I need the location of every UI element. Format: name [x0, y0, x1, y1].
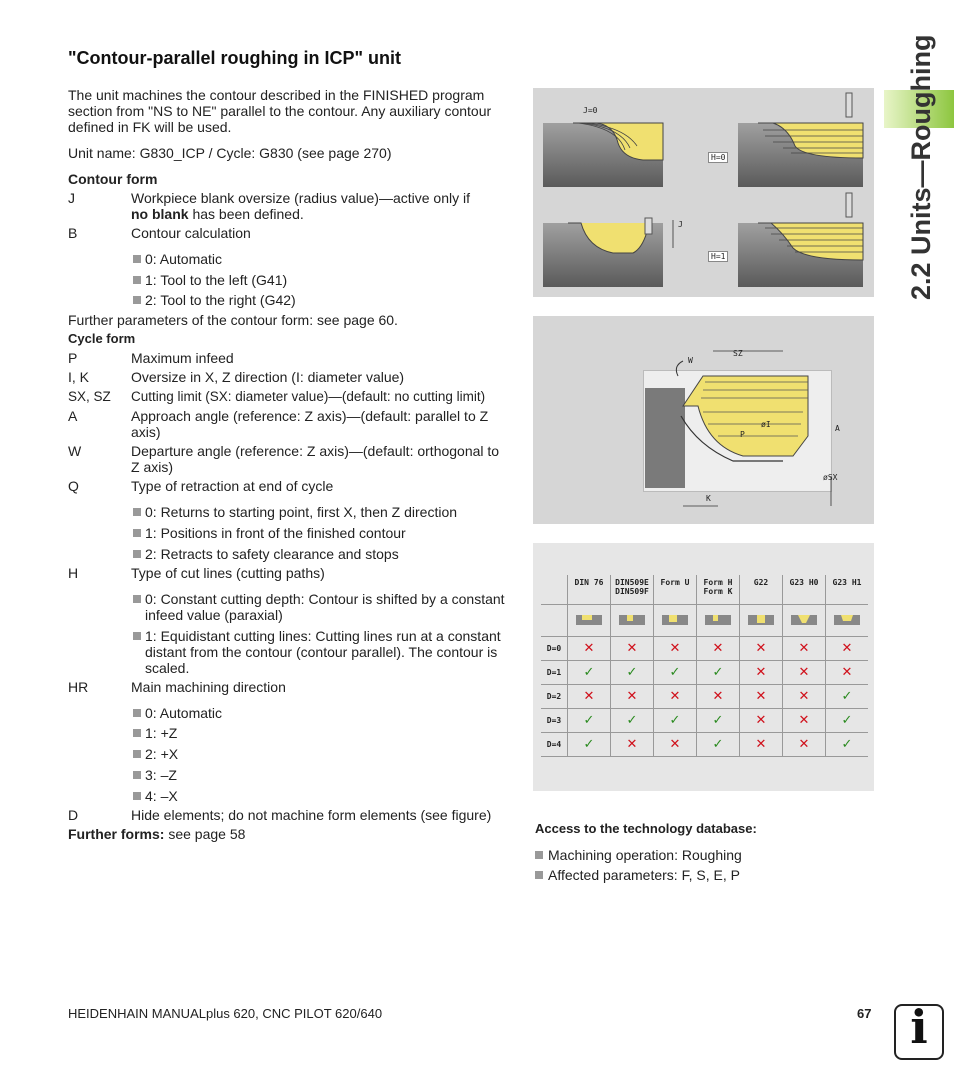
table-cell: [740, 733, 783, 757]
row-label: D=3: [541, 709, 568, 733]
bullet-icon: [133, 792, 141, 800]
table-cell: [697, 637, 740, 661]
table-cell: [654, 733, 697, 757]
bullet-icon: [535, 851, 543, 859]
table-cell: [740, 709, 783, 733]
param-desc-bold: no blank: [131, 206, 189, 222]
table-header: DIN 76: [568, 575, 611, 605]
table-cell: [826, 661, 869, 685]
label-j: J: [678, 220, 683, 229]
table-cell: [783, 661, 826, 685]
check-icon: ✓: [841, 689, 853, 704]
contour-further-text: Further parameters of the contour form: see page 60.: [68, 312, 398, 328]
check-icon: ✓: [583, 665, 595, 680]
list-item: Machining operation: Roughing: [535, 847, 742, 863]
table-header-row: [541, 575, 868, 605]
table-header: Form H Form K: [697, 575, 740, 605]
table-header: DIN509E DIN509F: [611, 575, 654, 605]
table-cell: [568, 685, 611, 709]
table-cell: [783, 733, 826, 757]
param-desc: Contour calculation: [131, 225, 251, 241]
table-cell: [783, 685, 826, 709]
table-cell: [568, 637, 611, 661]
bullet-icon: [133, 276, 141, 284]
table-cell: [697, 709, 740, 733]
label-a: A: [835, 424, 840, 433]
row-label: D=0: [541, 637, 568, 661]
further-forms-ref: see page 58: [164, 826, 246, 842]
cross-icon: ✕: [798, 689, 810, 704]
table-header: G23 H0: [783, 575, 826, 605]
table-row: [541, 685, 868, 709]
list-item: 1: Tool to the left (G41): [133, 272, 520, 288]
form-icon: [611, 605, 654, 637]
label-k: K: [706, 494, 711, 503]
list-item: 1: Positions in front of the finished contour: [133, 525, 520, 541]
table-row: [541, 605, 868, 637]
list-item: 1: +Z: [133, 725, 520, 741]
label-i: øI: [761, 420, 771, 429]
table-cell: [826, 685, 869, 709]
check-icon: ✓: [669, 665, 681, 680]
check-icon: ✓: [712, 713, 724, 728]
cross-icon: ✕: [755, 689, 767, 704]
row-label: D=1: [541, 661, 568, 685]
param-key: B: [68, 225, 78, 241]
list-item: 1: Equidistant cutting lines: Cutting lines run at a constant distant from the contour (contour parallel). The contour is scaled.: [133, 628, 520, 676]
list-item: 0: Constant cutting depth: Contour is shifted by a constant infeed value (paraxial): [133, 591, 520, 623]
table-cell: [654, 637, 697, 661]
cycle-diagram: [533, 316, 874, 524]
list-item: 0: Automatic: [133, 251, 520, 267]
table-header: Form U: [654, 575, 697, 605]
cross-icon: ✕: [798, 737, 810, 752]
form-icon: [740, 605, 783, 637]
cross-icon: ✕: [669, 689, 681, 704]
bullet-icon: [133, 296, 141, 304]
figure-cycle-parameters: [533, 316, 874, 524]
access-heading: Access to the technology database:: [535, 821, 757, 836]
figure-roughing-oversize: [533, 88, 874, 297]
table-header: G22: [740, 575, 783, 605]
label-h1: H=1: [708, 251, 728, 262]
bullet-icon: [133, 508, 141, 516]
intro-text: The unit machines the contour described in the FINISHED program section from "NS to NE" parallel to the contour. Any auxiliary contour defined in FK will be used.: [68, 87, 492, 135]
table-cell: [568, 733, 611, 757]
cross-icon: ✕: [841, 665, 853, 680]
param-desc-text: Workpiece blank oversize (radius value)—active only if: [131, 190, 470, 206]
cross-icon: ✕: [712, 689, 724, 704]
contour-form-heading: Contour form: [68, 171, 158, 187]
cross-icon: ✕: [626, 689, 638, 704]
form-icon: [697, 605, 740, 637]
info-icon-letter: i: [910, 1000, 928, 1054]
row-label: D=2: [541, 685, 568, 709]
table-header: G23 H1: [826, 575, 869, 605]
table-row: [541, 733, 868, 757]
cross-icon: ✕: [841, 641, 853, 656]
table-cell: [783, 637, 826, 661]
table-cell: [740, 661, 783, 685]
unit-name: Unit name: G830_ICP / Cycle: G830 (see page 270): [68, 145, 392, 161]
table-cell: [654, 661, 697, 685]
check-icon: ✓: [626, 665, 638, 680]
table-cell: [611, 733, 654, 757]
table-cell: [697, 661, 740, 685]
list-item: 3: –Z: [133, 767, 520, 783]
cycle-form-heading: Cycle form: [68, 331, 136, 346]
table-cell: [826, 733, 869, 757]
table-cell: [611, 637, 654, 661]
table-row: [541, 709, 868, 733]
cross-icon: ✕: [583, 689, 595, 704]
table-cell: [740, 637, 783, 661]
table-corner: [541, 575, 568, 605]
check-icon: ✓: [583, 713, 595, 728]
param-desc-rest: has been defined.: [188, 206, 304, 222]
cross-icon: ✕: [755, 665, 767, 680]
label-h0: H=0: [708, 152, 728, 163]
row-label: D=4: [541, 733, 568, 757]
cross-icon: ✕: [798, 665, 810, 680]
cross-icon: ✕: [583, 641, 595, 656]
cross-icon: ✕: [626, 641, 638, 656]
list-item: Affected parameters: F, S, E, P: [535, 867, 740, 883]
bullet-icon: [133, 729, 141, 737]
table-cell: [611, 661, 654, 685]
bullet-icon: [133, 595, 141, 603]
check-icon: ✓: [712, 665, 724, 680]
cross-icon: ✕: [755, 641, 767, 656]
list-item: 2: Tool to the right (G42): [133, 292, 520, 308]
cross-icon: ✕: [755, 737, 767, 752]
form-element-table: [541, 575, 868, 757]
bullet-icon: [133, 550, 141, 558]
label-w: W: [688, 356, 693, 365]
label-p: P: [740, 430, 745, 439]
list-item: 4: –X: [133, 788, 520, 804]
check-icon: ✓: [841, 737, 853, 752]
page-title: "Contour-parallel roughing in ICP" unit: [68, 48, 402, 68]
table-cell: [568, 709, 611, 733]
roughing-illustration: [533, 88, 874, 297]
form-icon: [826, 605, 869, 637]
list-item: 2: Retracts to safety clearance and stops: [133, 546, 520, 562]
param-desc: [131, 190, 509, 222]
further-forms: [68, 826, 245, 842]
cross-icon: ✕: [626, 737, 638, 752]
table-cell: [654, 685, 697, 709]
table-cell: [611, 709, 654, 733]
footer-text: HEIDENHAIN MANUALplus 620, CNC PILOT 620/640: [68, 1006, 383, 1021]
further-forms-label: Further forms:: [68, 826, 165, 842]
label-j0: J=0: [583, 106, 598, 115]
chapter-title: 2.2 Units—Roughing: [906, 34, 936, 300]
list-item: 2: +X: [133, 746, 520, 762]
table-cell: [654, 709, 697, 733]
cross-icon: ✕: [755, 713, 767, 728]
table-cell: [697, 685, 740, 709]
info-icon: [894, 1000, 944, 1060]
check-icon: ✓: [841, 713, 853, 728]
bullet-icon: [133, 255, 141, 263]
table-cell: [826, 709, 869, 733]
bullet-icon: [133, 529, 141, 537]
param-key: J: [68, 190, 75, 206]
form-icon: [783, 605, 826, 637]
table-row: [541, 661, 868, 685]
page-number: 67: [857, 1006, 872, 1021]
table-cell: [740, 685, 783, 709]
check-icon: ✓: [712, 737, 724, 752]
table-cell: [611, 685, 654, 709]
bullet-icon: [535, 871, 543, 879]
cross-icon: ✕: [798, 713, 810, 728]
list-item: 0: Automatic: [133, 705, 520, 721]
check-icon: ✓: [583, 737, 595, 752]
check-icon: ✓: [669, 713, 681, 728]
table-cell: [783, 709, 826, 733]
list-item: 0: Returns to starting point, first X, then Z direction: [133, 504, 520, 520]
cross-icon: ✕: [669, 737, 681, 752]
cross-icon: ✕: [798, 641, 810, 656]
table-row: [541, 637, 868, 661]
table-cell: [697, 733, 740, 757]
table-cell: [826, 637, 869, 661]
bullet-icon: [133, 750, 141, 758]
table-cell: [568, 661, 611, 685]
label-sz: SZ: [733, 349, 743, 358]
check-icon: ✓: [626, 713, 638, 728]
cross-icon: ✕: [712, 641, 724, 656]
bullet-icon: [133, 632, 141, 640]
form-icon: [568, 605, 611, 637]
bullet-icon: [133, 709, 141, 717]
bullet-icon: [133, 771, 141, 779]
cross-icon: ✕: [669, 641, 681, 656]
label-sx: øSX: [823, 473, 838, 482]
form-icon: [654, 605, 697, 637]
